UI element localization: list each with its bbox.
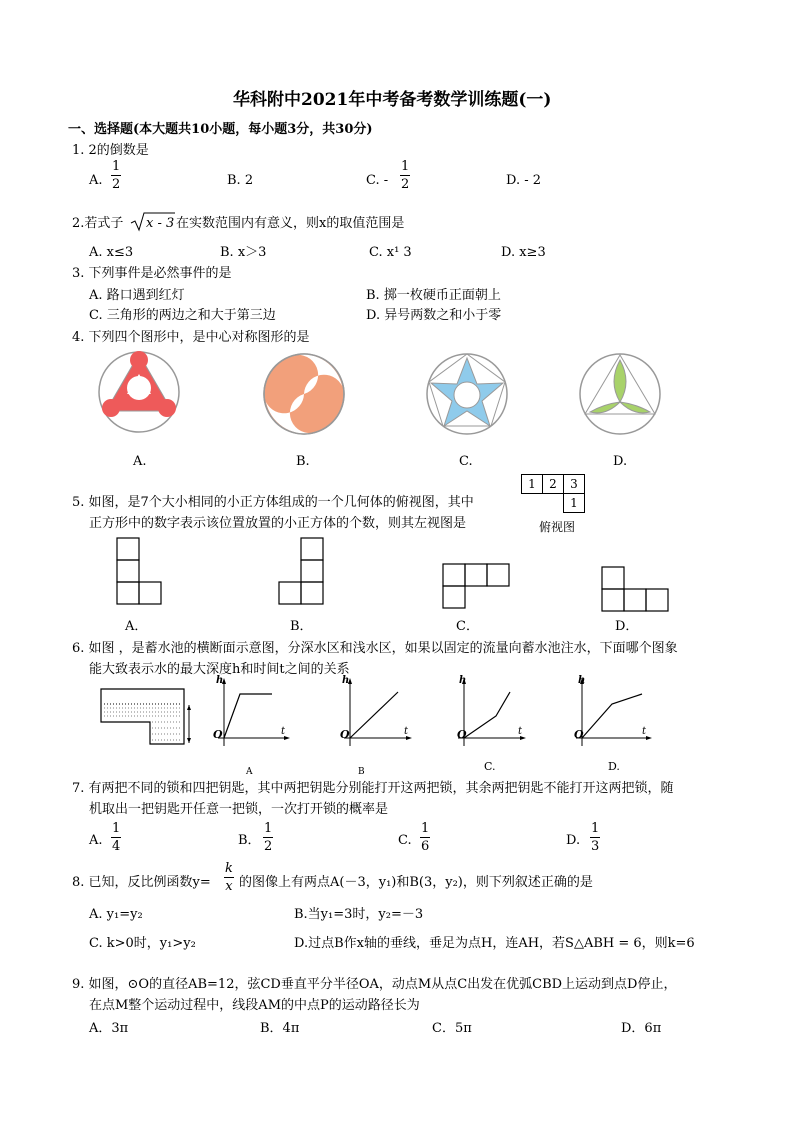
q9-option-b[interactable]: B．4π xyxy=(260,1021,300,1036)
q1-option-a-fraction: 1 2 xyxy=(112,159,121,192)
axis-label-t: t xyxy=(642,726,647,737)
q8-stem-prefix: 8. 已知，反比例函数y= xyxy=(72,875,211,890)
section-heading: 一、选择题(本大题共10小题，每小题3分，共30分) xyxy=(68,122,373,137)
q6-label-c: C. xyxy=(484,760,496,773)
q6-label-b: B xyxy=(358,767,365,777)
q7-line1: 7. 有两把不同的锁和四把钥匙，其中两把钥匙分别能打开这两把锁，其余两把钥匙不能打开这两把锁，随 xyxy=(72,781,674,796)
axis-label-h: h xyxy=(216,675,224,686)
axis-label-h: h xyxy=(459,675,467,686)
q1-option-c-label[interactable]: C. - xyxy=(366,173,389,188)
q1-option-b[interactable]: B. 2 xyxy=(227,173,254,188)
q8-option-a[interactable]: A. y₁=y₂ xyxy=(89,907,143,922)
axis-label-h: h xyxy=(342,675,350,686)
q2-option-d[interactable]: D. x≥3 xyxy=(501,245,546,260)
axis-label-o: O xyxy=(213,728,223,741)
q3-option-b[interactable]: B. 掷一枚硬币正面朝上 xyxy=(366,288,501,303)
q4-figure-c[interactable] xyxy=(425,352,509,436)
q5-figure-a[interactable] xyxy=(116,537,162,607)
q9-option-c[interactable]: C．5π xyxy=(432,1021,472,1036)
q3-option-c[interactable]: C. 三角形的两边之和大于第三边 xyxy=(89,308,276,323)
q4-label-d: D. xyxy=(613,454,628,469)
q1-option-c-fraction: 1 2 xyxy=(401,159,410,192)
q2-stem-prefix: 2.若式子 xyxy=(72,216,124,231)
q5-line2: 正方形中的数字表示该位置放置的小正方体的个数，则其左视图是 xyxy=(89,516,467,531)
q7-option-b-fraction: 1 2 xyxy=(264,821,273,854)
q2-option-c[interactable]: C. x¹ 3 xyxy=(369,245,412,260)
q6-line1: 6. 如图 ，是蓄水池的横断面示意图，分深水区和浅水区，如果以固定的流量向蓄水池注水，下面哪个图象 xyxy=(72,641,678,656)
q5-label-c: C． xyxy=(456,619,479,634)
axis-label-o: O xyxy=(574,728,584,741)
grid-cell: 1 xyxy=(522,475,543,494)
q2-radicand: x - 3 xyxy=(146,216,175,231)
q6-reservoir-diagram xyxy=(100,688,192,748)
q6-label-d: D. xyxy=(608,760,620,773)
q4-figure-b[interactable] xyxy=(262,352,346,436)
q9-line2: 在点M整个运动过程中，线段AM的中点P的运动路径长为 xyxy=(89,998,420,1013)
q2-stem-suffix: 在实数范围内有意义，则x的取值范围是 xyxy=(176,216,405,231)
q8-option-c[interactable]: C. k>0时，y₁>y₂ xyxy=(89,936,196,951)
q4-figure-a[interactable] xyxy=(97,350,181,434)
q7-line2: 机取出一把钥匙开任意一把锁，一次打开锁的概率是 xyxy=(89,802,389,817)
q7-option-c-fraction: 1 6 xyxy=(421,821,430,854)
q5-figure-b[interactable] xyxy=(278,537,324,607)
q4-label-a: A. xyxy=(133,454,147,469)
q1-option-a-label[interactable]: A. xyxy=(89,173,103,188)
q2-option-b[interactable]: B. x＞3 xyxy=(220,245,267,260)
q4-stem: 4. 下列四个图形中，是中心对称图形的是 xyxy=(72,330,310,345)
q5-label-a: A． xyxy=(125,619,148,634)
q1-option-d[interactable]: D. - 2 xyxy=(506,173,542,188)
q7-option-d-label[interactable]: D. xyxy=(566,833,581,848)
q5-figure-c[interactable] xyxy=(442,563,510,609)
q7-option-b-label[interactable]: B． xyxy=(238,833,261,848)
axis-label-o: O xyxy=(457,728,467,741)
q7-option-d-fraction: 1 3 xyxy=(591,821,600,854)
q9-line1: 9. 如图，⊙O的直径AB=12，弦CD垂直平分半径OA，动点M从点C出发在优弧CBD上运动到点D停止， xyxy=(72,977,677,992)
q4-figure-d[interactable] xyxy=(578,352,662,436)
q7-option-a-fraction: 1 4 xyxy=(112,821,121,854)
q8-option-b[interactable]: B.当y₁=3时，y₂=－3 xyxy=(294,907,424,922)
q6-graph-b[interactable] xyxy=(324,676,414,748)
q8-stem-suffix: 的图像上有两点A(－3，y₁)和B(3，y₂)，则下列叙述正确的是 xyxy=(239,875,593,890)
axis-label-o: O xyxy=(340,728,350,741)
grid-cell: 1 xyxy=(564,494,585,513)
grid-cell: 3 xyxy=(564,475,585,494)
axis-label-t: t xyxy=(404,726,409,737)
q5-label-d: D． xyxy=(615,619,639,634)
axis-label-t: t xyxy=(518,726,523,737)
q3-option-d[interactable]: D. 异号两数之和小于零 xyxy=(366,308,502,323)
q6-label-a: A xyxy=(246,767,253,777)
q5-figure-d[interactable] xyxy=(601,566,671,612)
q6-line2: 能大致表示水的最大深度h和时间t之间的关系 xyxy=(89,662,350,677)
axis-label-t: t xyxy=(281,726,286,737)
q1-stem: 1. 2的倒数是 xyxy=(72,143,149,158)
q5-grid-caption: 俯视图 xyxy=(539,520,576,534)
axis-label-h: h xyxy=(578,675,586,686)
page-title: 华科附中2021年中考备考数学训练题(一) xyxy=(233,90,552,110)
q7-option-c-label[interactable]: C. xyxy=(398,833,412,848)
q3-stem: 3. 下列事件是必然事件的是 xyxy=(72,266,232,281)
q9-option-d[interactable]: D．6π xyxy=(621,1021,662,1036)
q8-fraction: k x xyxy=(225,861,233,894)
grid-cell: 2 xyxy=(543,475,564,494)
q5-top-view-grid xyxy=(521,474,585,513)
q8-option-d[interactable]: D.过点B作x轴的垂线，垂足为点H，连AH，若S△ABH = 6，则k=6 xyxy=(294,936,695,951)
q5-line1: 5. 如图，是7个大小相同的小正方体组成的一个几何体的俯视图，其中 xyxy=(72,495,474,510)
q3-option-a[interactable]: A. 路口遇到红灯 xyxy=(89,288,185,303)
q2-option-a[interactable]: A. x≤3 xyxy=(89,245,134,260)
q9-option-a[interactable]: A．3π xyxy=(89,1021,129,1036)
q5-label-b: B． xyxy=(290,619,313,634)
q4-label-b: B. xyxy=(296,454,310,469)
q7-option-a-label[interactable]: A. xyxy=(89,833,103,848)
q4-label-c: C. xyxy=(459,454,473,469)
